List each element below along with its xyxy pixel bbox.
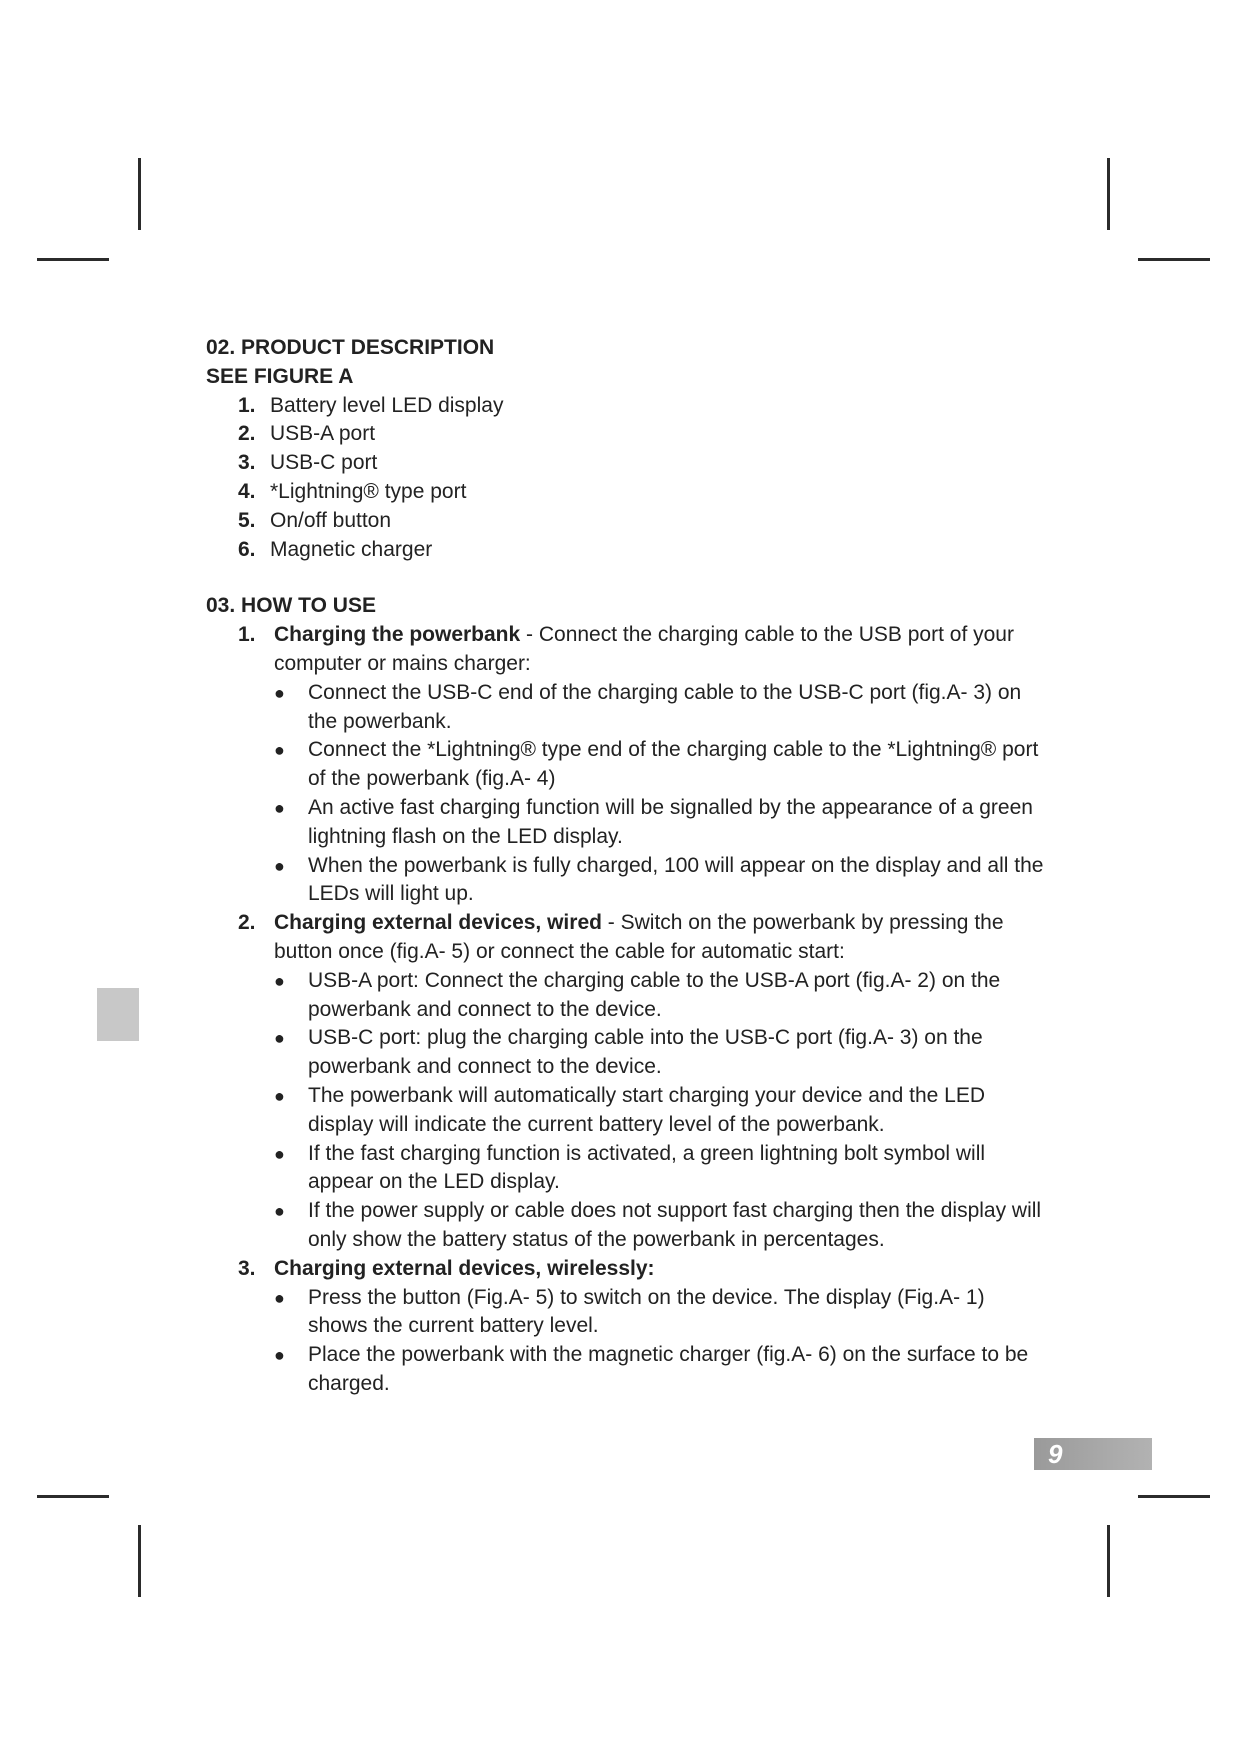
how-to-use-step <box>206 1255 1046 1399</box>
bullet-item <box>274 1082 1046 1140</box>
bullet-text: Place the powerbank with the magnetic charger (fig.A- 6) on the surface to be charged. <box>308 1343 1029 1395</box>
bullet-item <box>274 1024 1046 1082</box>
step-lead: Charging external devices, wired <box>274 911 602 935</box>
crop-mark-bottom-left-horizontal <box>37 1495 109 1498</box>
bullet-item <box>274 679 1046 737</box>
step-lead: Charging the powerbank <box>274 623 521 647</box>
bullet-item <box>274 1284 1046 1342</box>
step-paragraph <box>274 909 1046 967</box>
product-parts-list <box>206 392 1046 565</box>
section-gap <box>206 564 1046 592</box>
bullet-dot-icon: ● <box>274 970 285 991</box>
how-to-use-steps <box>206 621 1046 1399</box>
bullet-dot-icon: ● <box>274 740 285 761</box>
step-bullet-list <box>274 679 1046 909</box>
page-number: 9 <box>1048 1439 1063 1469</box>
section-02-title: 02. PRODUCT DESCRIPTION <box>206 336 495 359</box>
bullet-item <box>274 967 1046 1025</box>
product-part-label: Magnetic charger <box>270 537 433 561</box>
bullet-dot-icon: ● <box>274 1287 285 1308</box>
bullet-text: An active fast charging function will be signalled by the appearance of a green lightning flash on the LED display. <box>308 795 1033 848</box>
bullet-dot-icon: ● <box>274 797 285 818</box>
step-description: - Connect the charging cable to the USB port of your computer or mains charger: <box>274 623 1014 675</box>
product-part-item <box>206 507 1046 536</box>
crop-mark-bottom-left-vertical <box>138 1525 141 1597</box>
step-lead: Charging external devices, wirelessly: <box>274 1256 655 1280</box>
step-bullet-list <box>274 967 1046 1255</box>
step-number: 3. <box>238 1256 256 1280</box>
bullet-dot-icon: ● <box>274 1345 285 1366</box>
bullet-text: Connect the USB-C end of the charging cable to the USB-C port (fig.A- 3) on the powerbank. <box>308 680 1022 733</box>
bullet-text: Connect the *Lightning® type end of the charging cable to the *Lightning® port of the powerbank (fig.A- 4) <box>308 738 1039 791</box>
product-part-number: 3. <box>238 451 256 475</box>
product-part-number: 6. <box>238 537 256 561</box>
bullet-text: USB-C port: plug the charging cable into the USB-C port (fig.A- 3) on the powerbank and connect to the device. <box>308 1026 983 1079</box>
side-tab-marker <box>97 988 139 1041</box>
bullet-text: When the powerbank is fully charged, 100 will appear on the display and all the LEDs will light up. <box>308 853 1044 906</box>
product-part-item <box>206 536 1046 565</box>
bullet-dot-icon: ● <box>274 1028 285 1049</box>
product-part-label: Battery level LED display <box>270 393 504 417</box>
crop-mark-top-left-vertical <box>138 158 141 230</box>
product-part-number: 1. <box>238 393 256 417</box>
product-part-label: USB-A port <box>270 422 376 446</box>
page-number-bar <box>1034 1438 1152 1470</box>
product-part-item <box>206 478 1046 507</box>
bullet-item <box>274 1341 1046 1399</box>
crop-mark-bottom-right-horizontal <box>1138 1495 1210 1498</box>
product-part-number: 2. <box>238 422 256 446</box>
step-paragraph <box>274 621 1046 679</box>
bullet-text: If the power supply or cable does not support fast charging then the display will only show the battery status of the powerbank in percentages. <box>308 1199 1042 1251</box>
page-content <box>206 334 1046 1399</box>
step-number: 1. <box>238 623 256 647</box>
bullet-dot-icon: ● <box>274 1143 285 1164</box>
bullet-dot-icon: ● <box>274 1201 285 1222</box>
bullet-dot-icon: ● <box>274 682 285 703</box>
crop-mark-top-right-horizontal <box>1138 258 1210 261</box>
bullet-dot-icon: ● <box>274 855 285 876</box>
crop-mark-bottom-right-vertical <box>1107 1525 1110 1597</box>
product-part-label: *Lightning® type port <box>270 479 467 503</box>
product-part-item <box>206 449 1046 478</box>
product-part-item <box>206 420 1046 449</box>
product-part-number: 4. <box>238 479 256 503</box>
product-part-item <box>206 392 1046 421</box>
bullet-text: USB-A port: Connect the charging cable to the USB-A port (fig.A- 2) on the powerbank and connect to the device. <box>308 968 1001 1021</box>
how-to-use-step <box>206 909 1046 1255</box>
product-part-label: USB-C port <box>270 451 378 475</box>
bullet-item <box>274 1140 1046 1198</box>
step-description: - Switch on the powerbank by pressing the button once (fig.A- 5) or connect the cable for automatic start: <box>274 911 1004 963</box>
product-part-label: On/off button <box>270 508 392 532</box>
step-paragraph <box>274 1255 1046 1284</box>
bullet-text: Press the button (Fig.A- 5) to switch on the device. The display (Fig.A- 1) shows the current battery level. <box>308 1285 985 1338</box>
bullet-text: The powerbank will automatically start charging your device and the LED display will indicate the current battery level of the powerbank. <box>308 1083 986 1136</box>
bullet-item <box>274 1197 1046 1255</box>
bullet-dot-icon: ● <box>274 1085 285 1106</box>
product-part-number: 5. <box>238 508 256 532</box>
bullet-item <box>274 852 1046 910</box>
step-number: 2. <box>238 911 256 935</box>
how-to-use-step <box>206 621 1046 909</box>
bullet-item <box>274 794 1046 852</box>
section-02-subtitle: SEE FIGURE A <box>206 364 354 388</box>
crop-mark-top-left-horizontal <box>37 258 109 261</box>
bullet-item <box>274 736 1046 794</box>
bullet-text: If the fast charging function is activated, a green lightning bolt symbol will appear on the LED display. <box>308 1141 986 1194</box>
crop-mark-top-right-vertical <box>1107 158 1110 230</box>
step-bullet-list <box>274 1284 1046 1399</box>
section-03-title: 03. HOW TO USE <box>206 594 376 618</box>
